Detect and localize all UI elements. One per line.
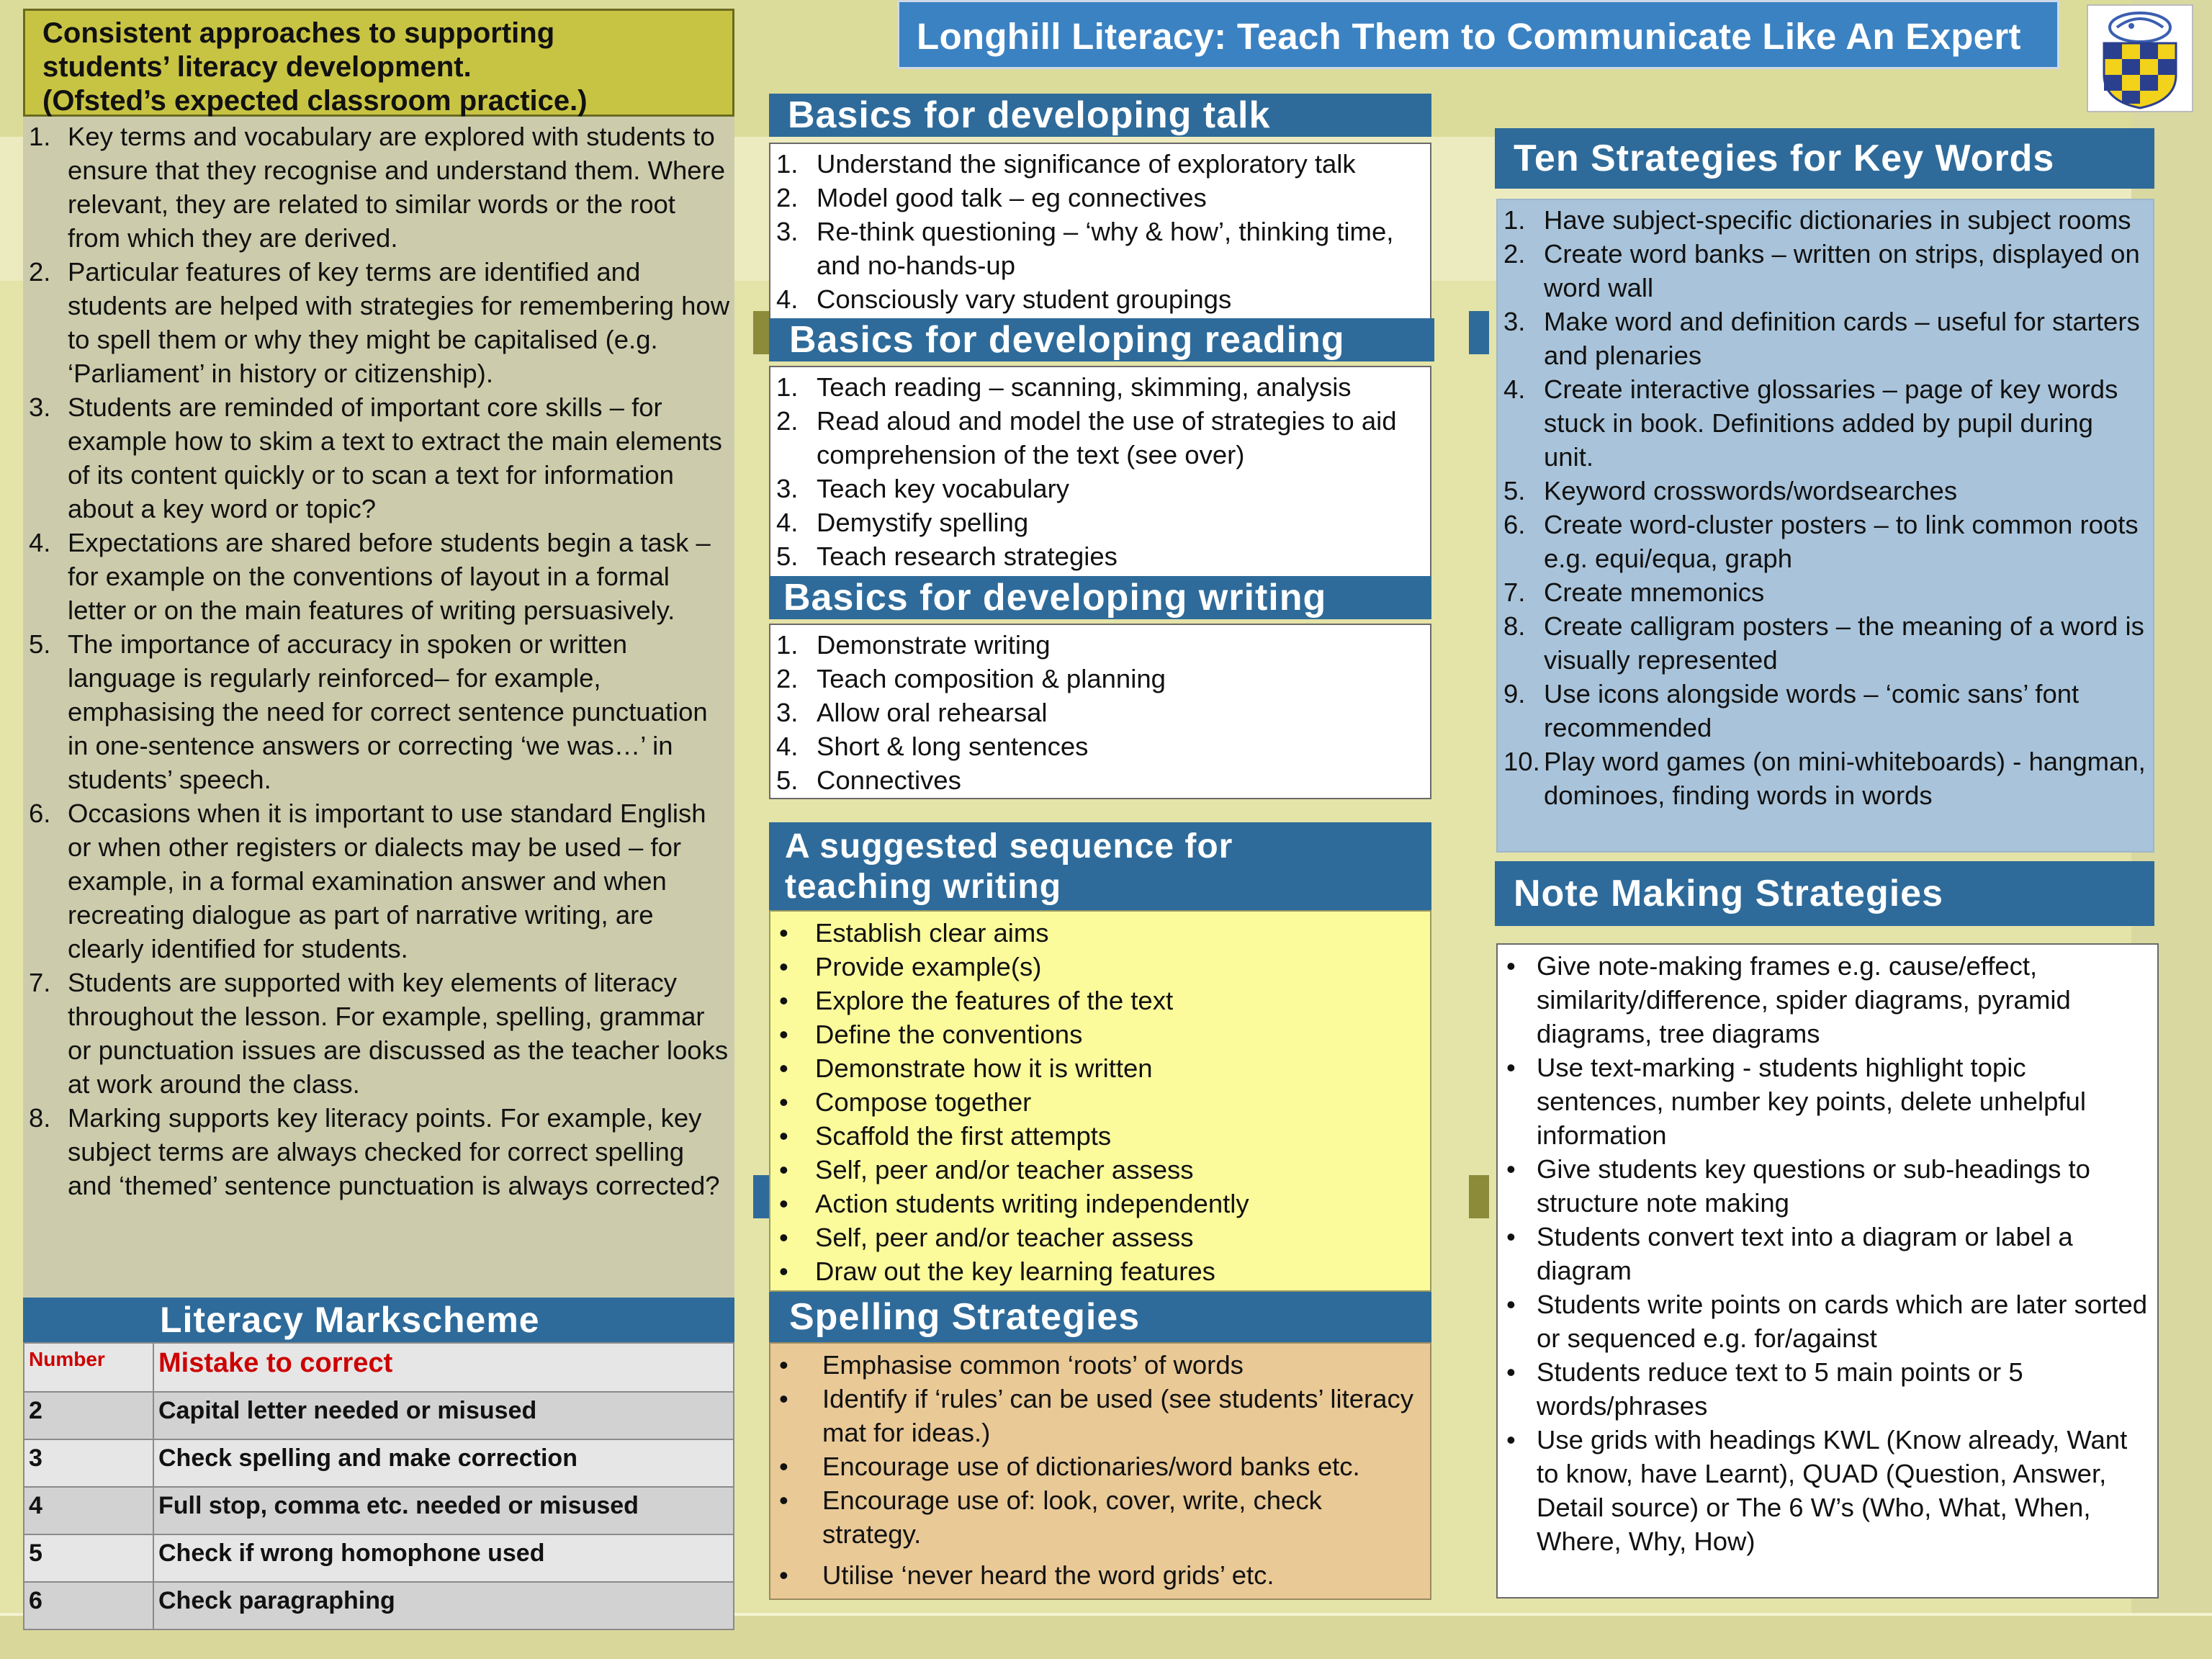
reading-heading: Basics for developing reading: [769, 318, 1434, 361]
ofsted-heading-line: (Ofsted’s expected classroom practice.): [42, 85, 588, 117]
list-item: 8. Create calligram posters – the meaning of a word is visually represented: [1503, 611, 2144, 675]
list-item: 5. Keyword crosswords/wordsearches: [1503, 476, 1958, 505]
markscheme-mistake: Check if wrong homophone used: [153, 1534, 734, 1582]
list-item: 7. Students are supported with key elements of literacy throughout the lesson. For example, spelling, grammar or punctuation issues are discussed as the teacher looks at work around the class.: [29, 968, 729, 1099]
page-title: Longhill Literacy: Teach Them to Communicate Like An Expert: [897, 0, 2059, 69]
list-item: 4. Create interactive glossaries – page of key words stuck in book. Definitions added by pupil during unit.: [1503, 374, 2118, 472]
list-item: • Emphasise common ‘roots’ of words: [779, 1350, 1244, 1380]
writing-list: [769, 624, 1431, 799]
list-item: 1. Key terms and vocabulary are explored with students to ensure that they recognise and understand them. Where relevant, they are related to similar words or the root from which they are derived.: [29, 122, 726, 253]
list-item: 7. Create mnemonics: [1503, 577, 1765, 607]
list-item: • Scaffold the first attempts: [779, 1121, 1112, 1151]
sequence-heading-line: A suggested sequence for: [785, 827, 1233, 866]
list-item: 3. Allow oral rehearsal: [776, 698, 1048, 727]
list-item: 3. Make word and definition cards – useful for starters and plenaries: [1503, 307, 2140, 370]
decorative-accent: [1469, 311, 1489, 354]
markscheme-mistake: Capital letter needed or misused: [153, 1392, 734, 1439]
list-item: 2. Model good talk – eg connectives: [776, 183, 1207, 212]
table-row: [24, 1534, 734, 1582]
list-item: 5. Connectives: [776, 765, 961, 795]
notes-list: [1496, 943, 2159, 1599]
list-item: 4. Short & long sentences: [776, 732, 1089, 761]
list-item: • Students reduce text to 5 main points or 5 words/phrases: [1506, 1357, 2023, 1421]
table-row: [24, 1439, 734, 1487]
list-item: • Use text-marking - students highlight topic sentences, number key points, delete unhelpful information: [1506, 1053, 2086, 1150]
markscheme-number: 3: [24, 1439, 153, 1487]
list-item: • Demonstrate how it is written: [779, 1053, 1153, 1083]
list-item: 8. Marking supports key literacy points. For example, key subject terms are always checked for correct spelling and ‘themed’ sentence punctuation is always corrected?: [29, 1103, 720, 1200]
list-item: • Self, peer and/or teacher assess: [779, 1223, 1194, 1252]
markscheme-mistake: Full stop, comma etc. needed or misused: [153, 1487, 734, 1534]
list-item: 2. Teach composition & planning: [776, 664, 1166, 693]
list-item: • Compose together: [779, 1087, 1032, 1117]
talk-list: [769, 143, 1431, 321]
list-item: • Self, peer and/or teacher assess: [779, 1155, 1194, 1184]
list-item: 5. Teach research strategies: [776, 541, 1118, 571]
column-header-mistake: Mistake to correct: [153, 1343, 734, 1392]
list-item: • Utilise ‘never heard the word grids’ etc.: [779, 1560, 1274, 1590]
list-item: 6. Occasions when it is important to use standard English or when other registers or dialects may be used – for example, in a formal examination answer and when recreating dialogue as part of narrative writing, are clearly identified for students.: [29, 799, 706, 963]
list-item: 1. Understand the significance of exploratory talk: [776, 149, 1356, 179]
list-item: • Encourage use of: look, cover, write, check strategy.: [779, 1485, 1322, 1549]
list-item: 1. Demonstrate writing: [776, 630, 1051, 660]
list-item: • Action students writing independently: [779, 1189, 1249, 1218]
list-item: • Give students key questions or sub-headings to structure note making: [1506, 1154, 2090, 1218]
list-item: 1. Teach reading – scanning, skimming, analysis: [776, 372, 1352, 402]
ofsted-heading: [23, 9, 734, 117]
ofsted-practice-list: [23, 117, 734, 1303]
list-item: 3. Re-think questioning – ‘why & how’, thinking time, and no-hands-up: [776, 217, 1394, 280]
list-item: • Identify if ‘rules’ can be used (see students’ literacy mat for ideas.): [779, 1384, 1413, 1447]
list-item: 4. Consciously vary student groupings: [776, 284, 1232, 314]
writing-heading: Basics for developing writing: [769, 576, 1431, 619]
sequence-list: [769, 910, 1431, 1292]
markscheme-number: 2: [24, 1392, 153, 1439]
notes-heading: Note Making Strategies: [1495, 861, 2154, 926]
markscheme-number: 5: [24, 1534, 153, 1582]
list-item: 4. Demystify spelling: [776, 508, 1029, 537]
ofsted-heading-line: students’ literacy development.: [42, 51, 472, 83]
list-item: 9. Use icons alongside words – ‘comic sans’ font recommended: [1503, 679, 2080, 742]
decorative-accent: [1469, 1175, 1489, 1218]
list-item: • Students convert text into a diagram or label a diagram: [1506, 1222, 2073, 1285]
reading-list: [769, 366, 1431, 579]
list-item: • Give note-making frames e.g. cause/effect, similarity/difference, spider diagrams, pyramid diagrams, tree diagrams: [1506, 951, 2071, 1048]
list-item: • Establish clear aims: [779, 918, 1049, 948]
sequence-heading-line: teaching writing: [785, 868, 1062, 906]
list-item: 1. Have subject-specific dictionaries in subject rooms: [1503, 205, 2131, 235]
markscheme-heading: Literacy Markscheme: [23, 1298, 734, 1342]
markscheme-table: [23, 1342, 734, 1630]
list-item: 2. Particular features of key terms are identified and students are helped with strategies for remembering how to spell them or why they might be capitalised (e.g. ‘Parliament’ in history or citizenship).: [29, 257, 730, 388]
talk-heading: Basics for developing talk: [769, 94, 1431, 137]
sequence-heading: [769, 822, 1431, 910]
keywords-list: [1496, 199, 2154, 853]
list-item: • Define the conventions: [779, 1020, 1083, 1049]
spelling-heading: Spelling Strategies: [769, 1292, 1431, 1342]
keywords-heading: Ten Strategies for Key Words: [1495, 128, 2154, 189]
list-item: • Draw out the key learning features: [779, 1256, 1215, 1286]
column-header-number: Number: [24, 1343, 153, 1392]
markscheme-mistake: Check paragraphing: [153, 1582, 734, 1629]
list-item: 3. Teach key vocabulary: [776, 474, 1069, 503]
table-header-row: [24, 1343, 734, 1392]
list-item: • Explore the features of the text: [779, 986, 1174, 1015]
markscheme-number: 6: [24, 1582, 153, 1629]
spelling-list: [769, 1342, 1431, 1600]
list-item: • Encourage use of dictionaries/word banks etc.: [779, 1452, 1360, 1481]
table-row: [24, 1582, 734, 1629]
list-item: • Provide example(s): [779, 952, 1042, 981]
list-item: • Use grids with headings KWL (Know already, Want to know, have Learnt), QUAD (Question, Answer, Detail source) or The 6 W’s (Who, What, When, Where, Why, How): [1506, 1425, 2128, 1556]
list-item: 6. Create word-cluster posters – to link common roots e.g. equi/equa, graph: [1503, 510, 2139, 573]
list-item: • Students write points on cards which are later sorted or sequenced e.g. for/against: [1506, 1290, 2148, 1353]
school-crest-icon: [2087, 4, 2193, 112]
list-item: 5. The importance of accuracy in spoken or written language is regularly reinforced– for example, emphasising the need for correct sentence punctuation in one-sentence answers or correcting ‘we was…’ in students’ speech.: [29, 629, 708, 794]
list-item: 10. Play word games (on mini-whiteboards) - hangman, dominoes, finding words in words: [1503, 747, 2146, 810]
list-item: 2. Read aloud and model the use of strategies to aid comprehension of the text (see over): [776, 406, 1397, 469]
ofsted-heading-line: Consistent approaches to supporting: [42, 17, 555, 49]
markscheme-mistake: Check spelling and make correction: [153, 1439, 734, 1487]
list-item: 2. Create word banks – written on strips, displayed on word wall: [1503, 239, 2140, 302]
list-item: 4. Expectations are shared before students begin a task – for example on the conventions of layout in a formal letter or on the main features of writing persuasively.: [29, 528, 711, 625]
table-row: [24, 1392, 734, 1439]
table-row: [24, 1487, 734, 1534]
markscheme-number: 4: [24, 1487, 153, 1534]
list-item: 3. Students are reminded of important core skills – for example how to skim a text to extract the main elements of its content quickly or to scan a text for information about a key word or topic?: [29, 392, 722, 523]
